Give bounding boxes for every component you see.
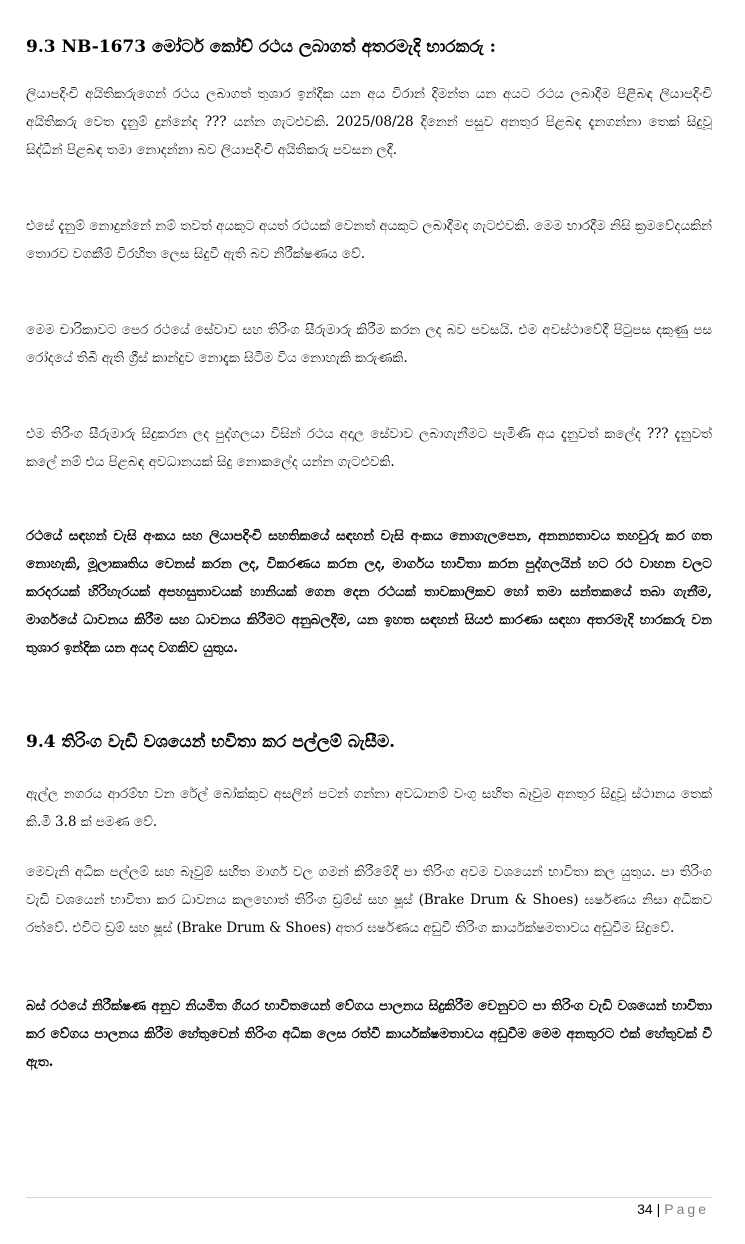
page-number: 34 [637,1201,653,1217]
paragraph: මෙම චාරිකාවට පෙර රථයේ සේවාව සහ තිරිංග සීරුමාරු කිරීම කරන ලද බව පවසයි. එම අවස්ථාවේදී පිටුපස දකුණු පස රෝදයේ තිබී ඇති ග්‍රීස් කාන්දුව නොදැක සිටීම විය නොහැකි කරුණකි. [26,322,712,366]
footer-divider [26,1197,712,1198]
paragraph: එම තිරිංග සීරුමාරු සිදුකරන ලද පුද්ගලයා විසින් රථය අදාල සේවාව ලබාගැනීමට පැමිණි අය දැනුවත් කලේද ??? දැනුවත් කලේ නම් එය පිළබඳ අවධානයක් සිදු නොකලේද යන්න ගැටළුවකි. [26,426,712,470]
paragraph: එසේ දැනුම් නොදුන්නේ නම් තවත් අයකුට අයත් රථයක් වෙනත් අයකුට ලබාදීමද ගැටළුවකි. මෙම භාරදීම නිසි ක්‍රමවේදයකින් තොරව වගකීම් විරහිත ලෙස සිදුවී ඇති බව නිරීක්ෂණය වේ. [26,218,712,262]
footer-separator: | [656,1201,661,1217]
section-9-4-heading: 9.4 තිරිංග වැඩි වශයෙන් භවිතා කර පල්ලම් බැසීම. [26,732,396,752]
paragraph: මෙවැනි අධික පල්ලම් සහ බෑවුම් සහිත මාර්ග වල ගමන් කිරීමේදී පා තිරිංග අවම වශයෙන් භාවිතා කල යුතුය. පා තිරිංග වැඩි වශයෙන් භාවිතා කර ධාවනය කලහොත් තිරිංග ඩ්‍රම්ස් සහ ෂූස් (Brake Drum & Shoes) ඝර්ෂණය නිසා අධිකව රත්වේ. එවිට ඩ්‍රම් සහ ෂූස් (Brake Drum & Shoes) අතර ඝර්ෂණය අඩුවී තිරිංග කාර්යක්ෂමතාවය අඩුවීම සිදුවේ. [26,864,712,936]
section-9-3-heading: 9.3 NB-1673 මෝටර් කෝච් රථය ලබාගත් අතරමැදි භාරකරු : [26,37,496,57]
page-footer [637,1199,709,1219]
paragraph: ලියාපදිංචි අයිතිකරුගෙන් රථය ලබාගත් තුශාර ඉන්දික යන අය විරාන් දිමන්ත යන අයට රථය ලබාදීම පිළිබඳ ලියාපදිංචි අයිතිකරු වෙත දැනුම් දුන්නේද ??? යන්න ගැටළුවකි. 2025/08/28 දිනෙන් පසුව අනතුර පිළබඳ දැනගන්නා තෙක් සිදුවූ සිද්ධීන් පිළබඳ තමා නොදන්නා බව ලියාපදිංචි අයිතිකරු පවසන ලදී. [26,86,712,158]
page-label: Page [664,1201,709,1217]
bold-paragraph: බස් රථයේ නිරීක්ෂණ අනුව නියමිත ගියර භාවිතයෙන් වේගය පාලනය සිදුකිරීම වෙනුවට පා තිරිංග වැඩි වශයෙන් භාවිතා කර වේගය පාලනය කිරීම හේතුවෙන් තිරිංග අධික ලෙස රත්වී කාර්යක්ෂමතාවය අඩුවීම මෙම අනතුරට එක් හේතුවක් වී ඇත. [26,998,712,1070]
paragraph: ඇල්ල නගරය ආරම්භ වන රේල් බෝක්කුව අසලින් පටන් ගන්නා අවධානම් වංගු සහිත බෑවුම අනතුර සිදුවූ ස්ථානය තෙක් කි.මී 3.8 ක් පමණ වේ. [26,786,712,830]
bold-paragraph: රථයේ සඳහන් චැසි අංකය සහ ලියාපදිංචි සහතිකයේ සඳහන් චැසි අංකය නොගැලපෙන, අනන්‍යතාවය තහවුරු කර ගත නොහැකි, මූලාකෘතිය වෙනස් කරන ලද, විකරණය කරන ලද, මාර්ගය භාවිතා කරන පුද්ගලයින් හට රථ වාහන වලට කරදරයක් හිරිහැරයක් අපහසුතාවයක් හානියක් ගෙන දෙන රථයක් තාවකාලිකව හෝ තමා සන්තකයේ තබා ගැනීම, මාර්ගයේ ධාවනය කිරීම සහ ධාවනය කිරීමට අනුබලදීම, යන ඉහත සඳහන් සියළු කාරණා සඳහා අතරමැදි භාරකරු වන තුශාර ඉන්දික යන අයද වගකිව යුතුය. [26,528,712,656]
